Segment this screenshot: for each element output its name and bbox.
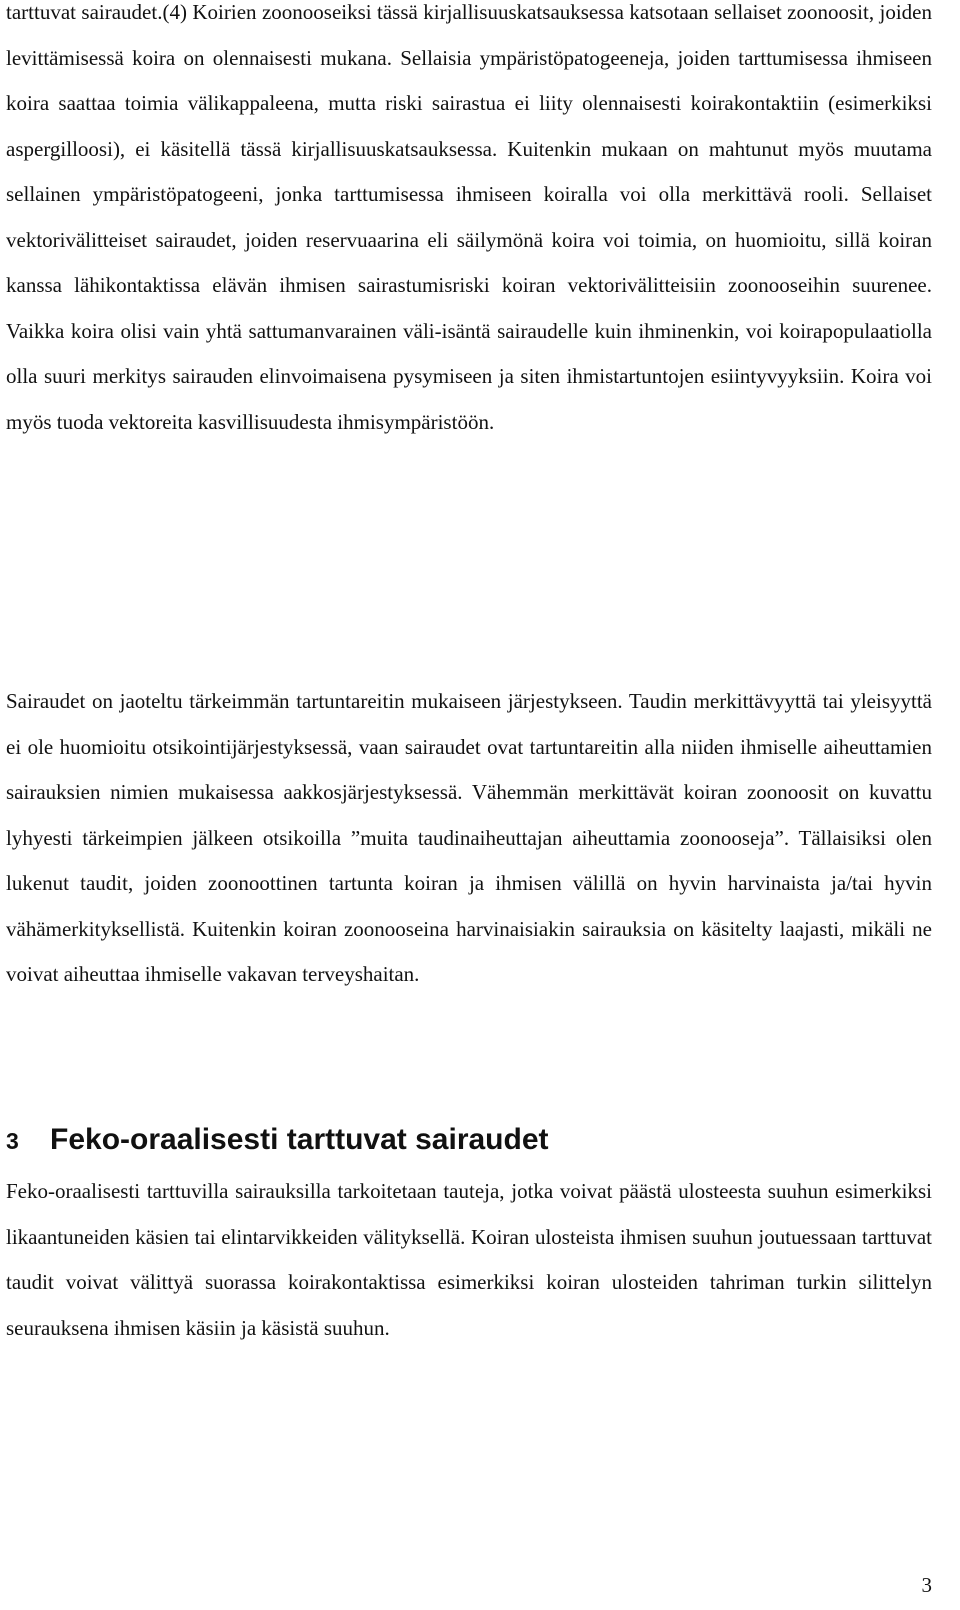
page-number: 3 (921, 1573, 932, 1597)
body-paragraph: Sairaudet on jaoteltu tärkeimmän tartuntareitin mukaiseen järjestykseen. Taudin merkittävyyttä tai yleisyyttä ei ole huomioitu otsikointijärjestyksessä, vaan sairaudet ovat tartuntareitin alla niiden ihmiselle aiheuttamien sairauksien nimien mukaisessa aakkosjärjestyksessä. Vähemmän merkittävät koiran zoonoosit on kuvattu lyhyesti tärkeimpien jälkeen otsikoilla ”muita taudinaiheuttajan aiheuttamia zoonooseja”. Tällaisiksi olen lukenut taudit, joiden zoonoottinen tartunta koiran ja ihmisen välillä on hyvin harvinaista ja/tai hyvin vähämerkityksellistä. Kuitenkin koiran zoonooseina harvinaisiakin sairauksia on käsitelty laajasti, mikäli ne voivat aiheuttaa ihmiselle vakavan terveyshaitan. (6, 689, 932, 986)
section-heading (6, 1118, 549, 1163)
section-title: Feko-oraalisesti tarttuvat sairaudet (50, 1123, 549, 1156)
document-page (6, 0, 932, 1610)
body-paragraph: tarttuvat sairaudet.(4) Koirien zoonooseiksi tässä kirjallisuuskatsauksessa katsotaan sellaiset zoonoosit, joiden levittämisessä koira on olennaisesti mukana. Sellaisia ympäristöpatogeeneja, joiden tarttumisessa ihmiseen koira saattaa toimia välikappaleena, mutta riski sairastua ei liity olennaisesti koirakontaktiin (esimerkiksi aspergilloosi), ei käsitellä tässä kirjallisuuskatsauksessa. Kuitenkin mukaan on mahtunut myös muutama sellainen ympäristöpatogeeni, jonka tarttumisessa ihmiseen koiralla voi olla merkittävä rooli. Sellaiset vektorivälitteiset sairaudet, joiden reservuaarina eli säilymönä koira voi toimia, on huomioitu, sillä koiran kanssa lähikontaktissa elävän ihmisen sairastumisriski koiran vektorivälitteisiin zoonooseihin suurenee. Vaikka koira olisi vain yhtä sattumanvarainen väli-isäntä sairaudelle kuin ihminenkin, voi koirapopulaatiolla olla suuri merkitys sairauden elinvoimaisena pysymiseen ja siten ihmistartuntojen esiintyvyyksiin. Koira voi myös tuoda vektoreita kasvillisuudesta ihmisympäristöön. (6, 0, 932, 434)
section-number: 3 (6, 1128, 19, 1154)
body-paragraph: Feko-oraalisesti tarttuvilla sairauksilla tarkoitetaan tauteja, jotka voivat päästä ulosteesta suuhun esimerkiksi likaantuneiden käsien tai elintarvikkeiden välityksellä. Koiran ulosteista ihmisen suuhun joutuessaan tarttuvat taudit voivat välittyä suorassa koirakontaktissa esimerkiksi koiran ulosteiden tahriman turkin silittelyn seurauksena ihmisen käsiin ja käsistä suuhun. (6, 1179, 932, 1340)
